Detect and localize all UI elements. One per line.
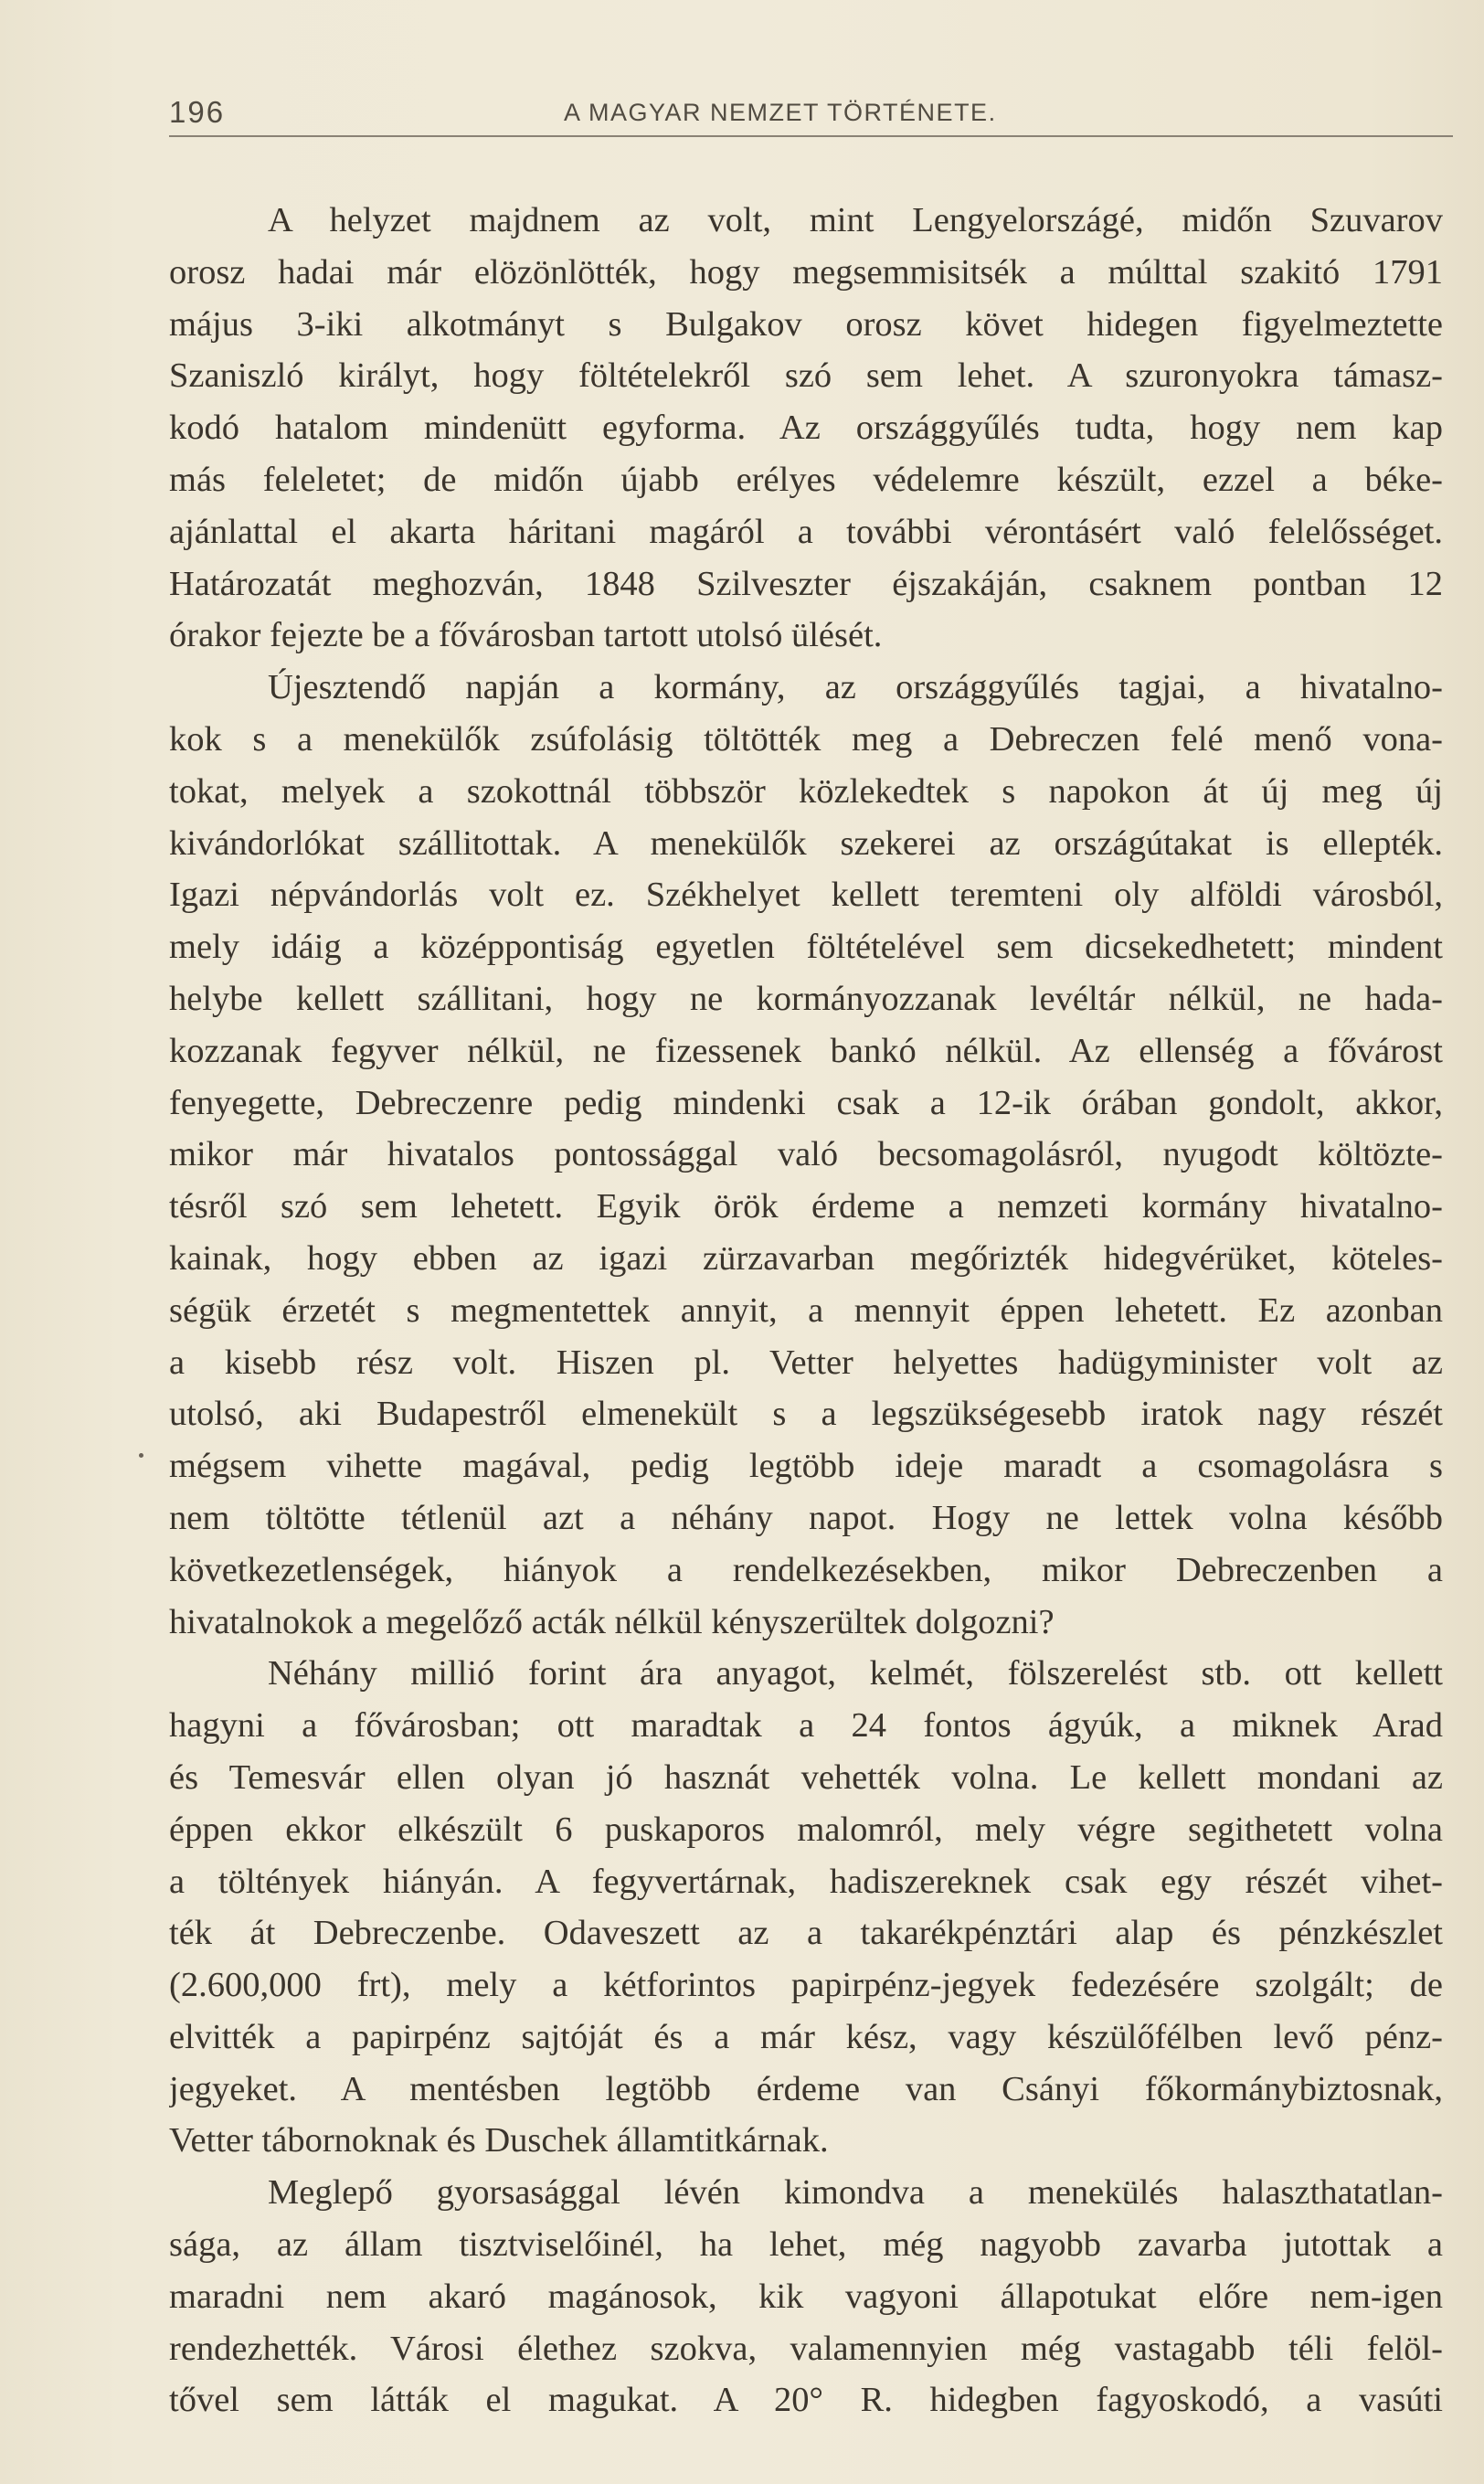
text-line: hivatalnokok a megelőző acták nélkül kényszerültek dolgozni? [169, 1602, 1055, 1641]
text-line: Néhány millió forint ára anyagot, kelmét, fölszerelést stb. ott kellett [268, 1654, 1443, 1693]
margin-speck [139, 1453, 143, 1458]
text-line: Igazi népvándorlás volt ez. Székhelyet kellett teremteni oly alföldi városból, [169, 876, 1443, 915]
page-header [169, 88, 1453, 132]
text-line: A helyzet majdnem az volt, mint Lengyelországé, midőn Szuvarov [268, 201, 1443, 239]
text-line: jegyeket. A mentésben legtöbb érdeme van Csányi főkormánybiztosnak, [169, 2069, 1443, 2108]
text-line: tővel sem látták el magukat. A 20° R. hidegben fagyoskodó, a vasúti [169, 2381, 1443, 2420]
paragraph-1 [169, 195, 1443, 662]
text-line: Újesztendő napján a kormány, az országgyűlés tagjai, a hivatalno- [268, 668, 1443, 707]
text-line: sága, az állam tisztviselőinél, ha lehet, még nagyobb zavarba jutottak a [169, 2225, 1443, 2265]
text-line: éppen ekkor elkészült 6 puskaporos malomról, mely végre segithetett volna [169, 1810, 1443, 1849]
page-number: 196 [169, 95, 226, 129]
text-line: nem töltötte tétlenül azt a néhány napot. Hogy ne lettek volna később [169, 1498, 1443, 1537]
text-line: május 3-iki alkotmányt s Bulgakov orosz követ hidegen figyelmeztette [169, 304, 1443, 344]
text-line: ajánlattal el akarta háritani magáról a további vérontásért való felelősséget. [169, 512, 1443, 551]
text-line: kainak, hogy ebben az igazi zürzavarban megőrizték hidegvérüket, köteles- [169, 1238, 1443, 1278]
text-line: következetlenségek, hiányok a rendelkezésekben, mikor Debreczenben a [169, 1550, 1443, 1589]
text-line: elvitték a papirpénz sajtóját és a már kész, vagy készülőfélben levő pénz- [169, 2017, 1443, 2056]
text-line: órakor fejezte be a fővárosban tartott utolsó ülését. [169, 616, 883, 655]
running-title: A MAGYAR NEMZET TÖRTÉNETE. [564, 99, 997, 126]
text-line: tokat, melyek a szokottnál többször közlekedtek s napokon át új meg új [169, 771, 1443, 811]
text-line: Szaniszló királyt, hogy föltételekről szó sem lehet. A szuronyokra támasz- [169, 356, 1443, 396]
text-line: ték át Debreczenbe. Odaveszett az a takarékpénztári alap és pénzkészlet [169, 1914, 1443, 1953]
text-line: rendezhették. Városi élethez szokva, valamennyien még vastagabb téli felöl- [169, 2329, 1443, 2368]
text-line: mikor már hivatalos pontossággal való becsomagolásról, nyugodt költözte- [169, 1135, 1443, 1174]
text-line: ségük érzetét s megmentettek annyit, a mennyit éppen lehetett. Ez azonban [169, 1290, 1443, 1330]
header-rule [169, 135, 1453, 137]
paragraph-3 [169, 1648, 1443, 2167]
text-line: mégsem vihette magával, pedig legtöbb ideje maradt a csomagolásra s [169, 1447, 1443, 1486]
text-line: kozzanak fegyver nélkül, ne fizessenek bankó nélkül. Az ellenség a fővárost [169, 1031, 1443, 1070]
text-line: a töltények hiányán. A fegyvertárnak, hadiszereknek csak egy részét vihet- [169, 1862, 1443, 1901]
paragraph-2 [169, 662, 1443, 1648]
text-line: más feleletet; de midőn újabb erélyes védelemre készült, ezzel a béke- [169, 460, 1443, 499]
text-line: maradni nem akaró magánosok, kik vagyoni állapotukat előre nem-igen [169, 2277, 1443, 2316]
text-line: mely idáig a középpontiság egyetlen föltételével sem dicsekedhetett; mindent [169, 928, 1443, 967]
text-line: Vetter tábornoknak és Duschek államtitkárnak. [169, 2121, 829, 2160]
text-line: és Temesvár ellen olyan jó hasznát vehették volna. Le kellett mondani az [169, 1757, 1443, 1797]
paragraph-4 [169, 2167, 1443, 2426]
text-line: a kisebb rész volt. Hiszen pl. Vetter helyettes hadügyminister volt az [169, 1343, 1443, 1382]
text-line: orosz hadai már elözönlötték, hogy megsemmisitsék a múlttal szakitó 1791 [169, 252, 1443, 292]
text-line: (2.600,000 frt), mely a kétforintos papirpénz-jegyek fedezésére szolgált; de [169, 1966, 1443, 2005]
text-line: utolsó, aki Budapestről elmenekült s a legszükségesebb iratok nagy részét [169, 1395, 1443, 1434]
text-line: Határozatát meghozván, 1848 Szilveszter éjszakáján, csaknem pontban 12 [169, 564, 1443, 603]
text-line: kok s a menekülők zsúfolásig töltötték meg a Debreczen felé menő vona- [169, 719, 1443, 759]
text-line: helybe kellett szállitani, hogy ne kormányozzanak levéltár nélkül, ne hada- [169, 979, 1443, 1018]
text-line: fenyegette, Debreczenre pedig mindenki csak a 12-ik órában gondolt, akkor, [169, 1083, 1443, 1122]
text-line: tésről szó sem lehetett. Egyik örök érdeme a nemzeti kormány hivatalno- [169, 1187, 1443, 1226]
text-line: Meglepő gyorsasággal lévén kimondva a menekülés halaszthatatlan- [268, 2173, 1443, 2213]
body-text [169, 195, 1443, 2426]
text-line: kivándorlókat szállitottak. A menekülők szekerei az országútakat is ellepték. [169, 823, 1443, 863]
text-line: kodó hatalom mindenütt egyforma. Az országgyűlés tudta, hogy nem kap [169, 409, 1443, 448]
text-line: hagyni a fővárosban; ott maradtak a 24 fontos ágyúk, a miknek Arad [169, 1706, 1443, 1746]
